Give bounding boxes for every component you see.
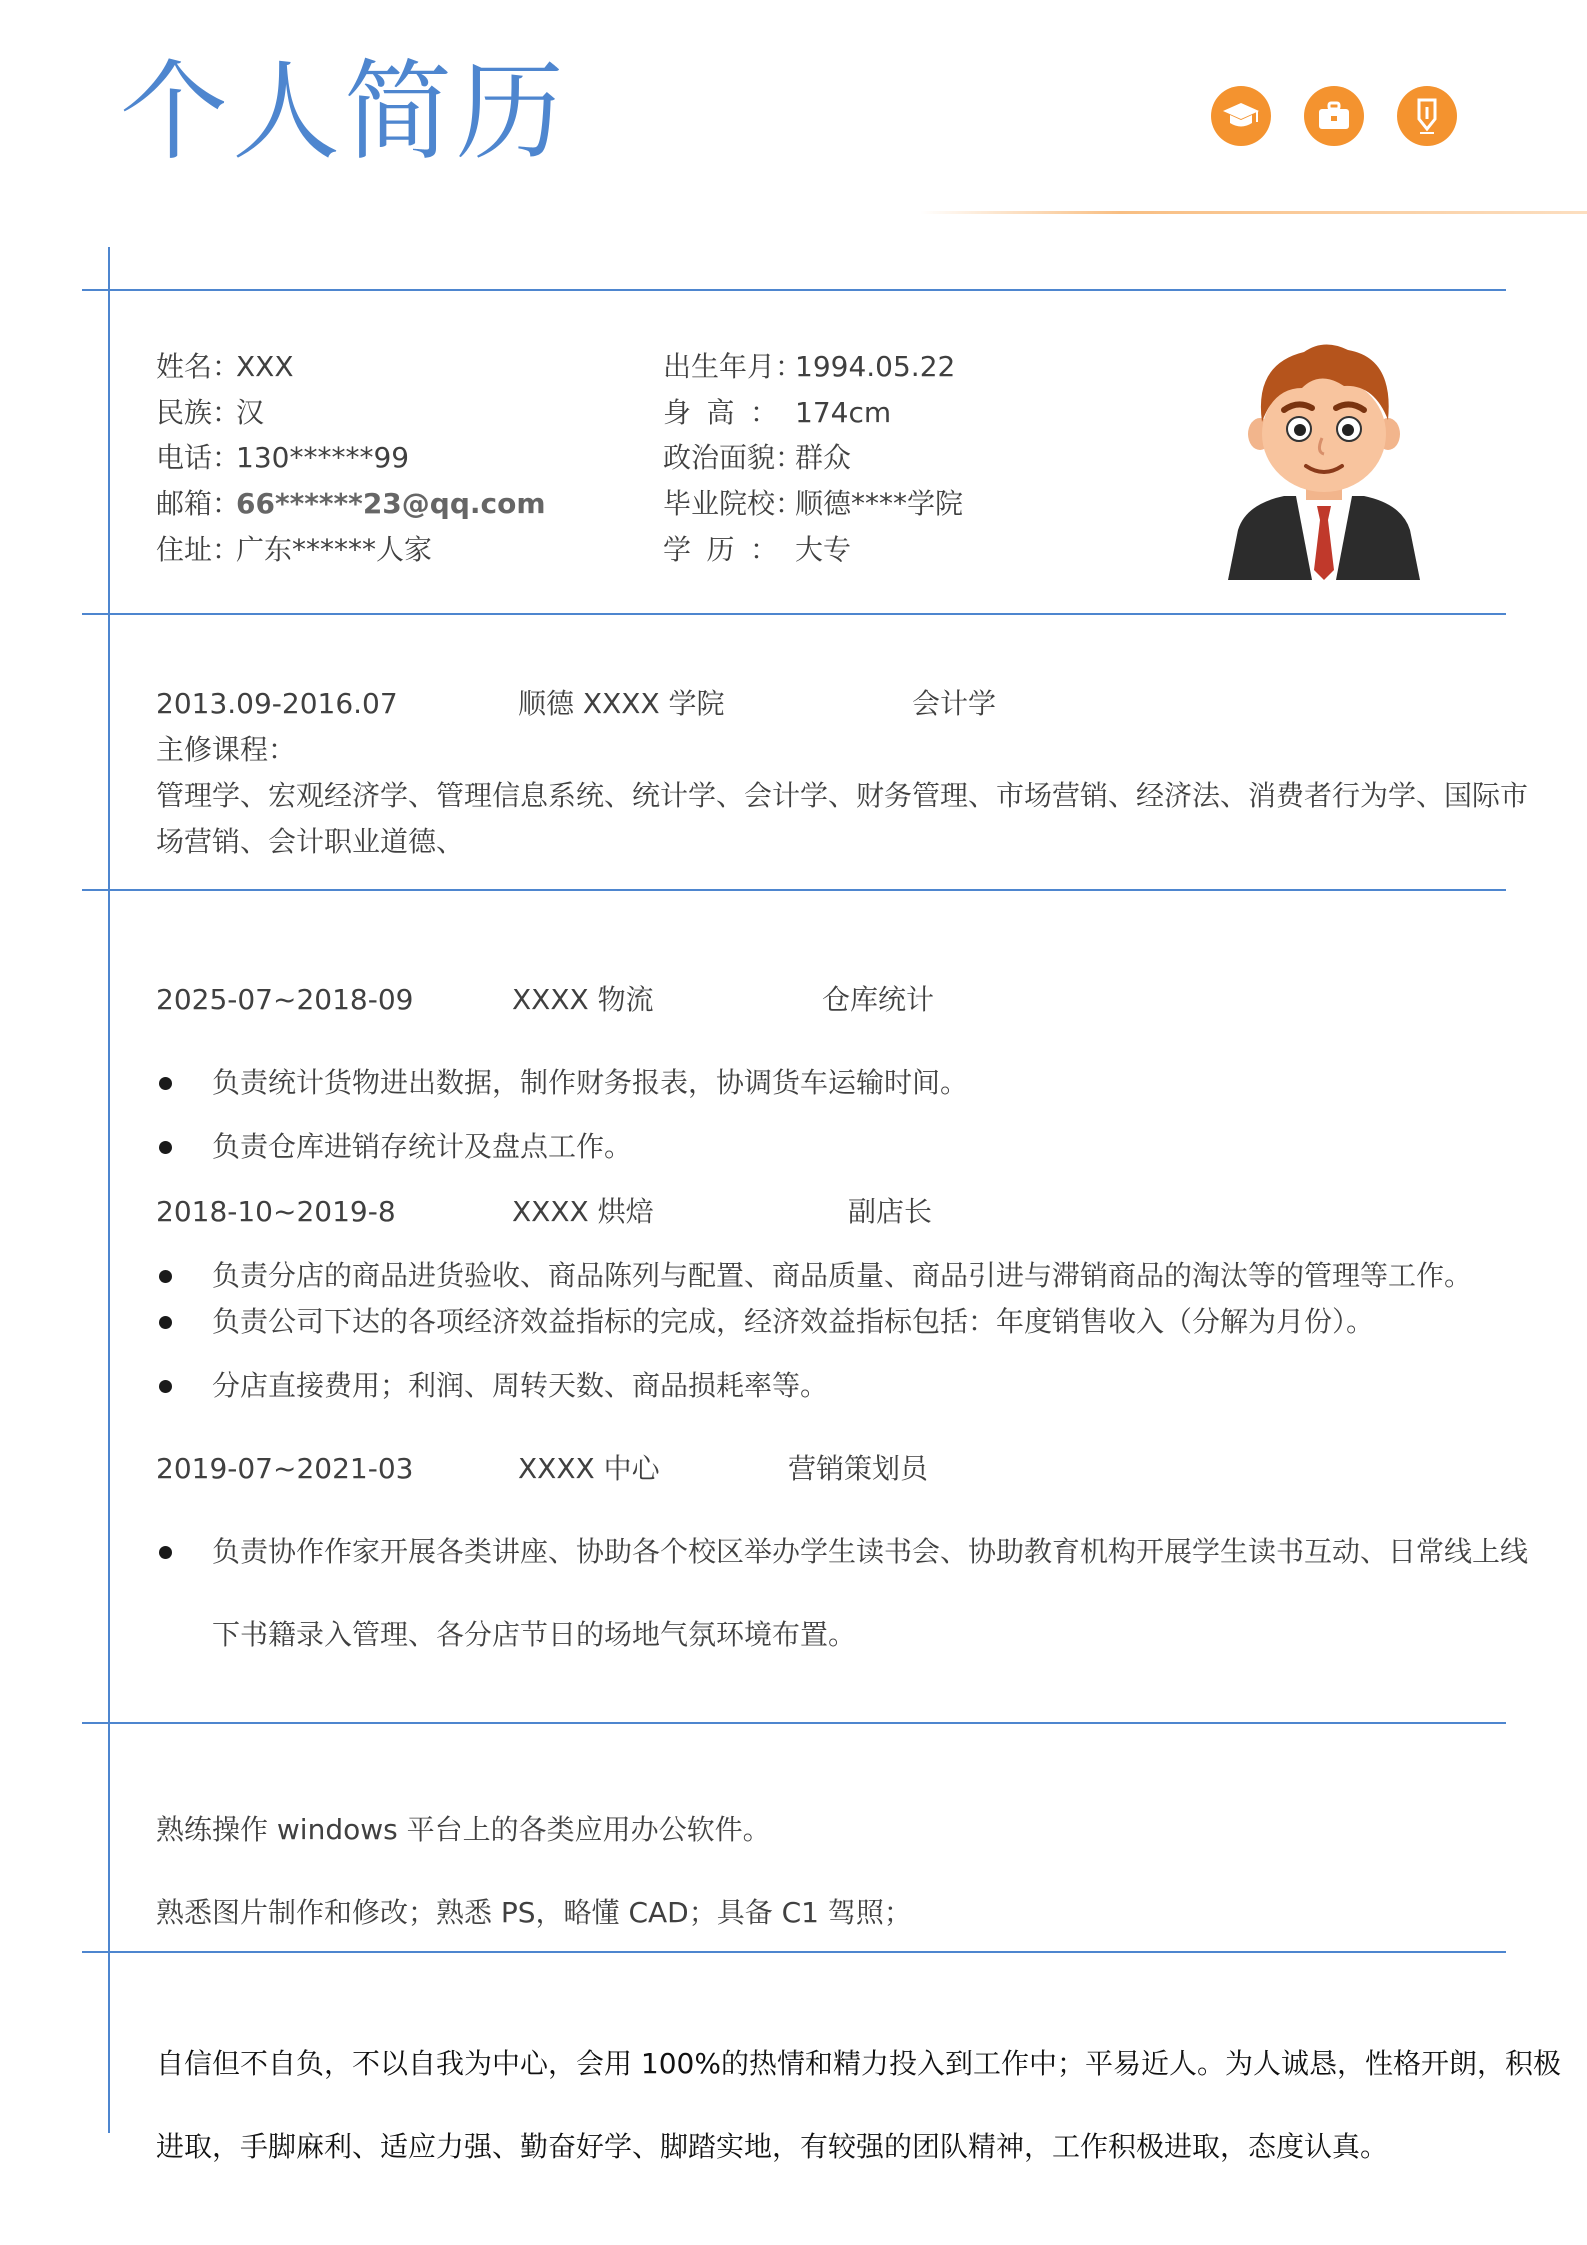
- section-divider: [82, 613, 1506, 615]
- courses-text: 场营销、会计职业道德、: [156, 825, 465, 858]
- job-period: 2025-07~2018-09: [156, 983, 414, 1016]
- timeline-vertical-line: [108, 247, 110, 2133]
- courses-text: 管理学、宏观经济学、管理信息系统、统计学、会计学、财务管理、市场营销、经济法、消费者行为学、国际市: [156, 779, 1529, 812]
- section-divider: [82, 289, 1506, 291]
- ethnic-label: 民族：: [156, 396, 241, 429]
- section-divider: [82, 1951, 1506, 1953]
- self-evaluation-text: 进取，手脚麻利、适应力强、勤奋好学、脚踏实地，有较强的团队精神，工作积极进取，态度认真。: [156, 2130, 1389, 2163]
- job-period: 2018-10~2019-8: [156, 1195, 396, 1228]
- briefcase-icon: [1304, 86, 1364, 146]
- job-duty: 负责协作作家开展各类讲座、协助各个校区举办学生读书会、协助教育机构开展学生读书互动、日常线上线: [212, 1535, 1529, 1568]
- bullet-point: [159, 1077, 172, 1090]
- skill-item: 熟悉图片制作和修改；熟悉 PS，略懂 CAD；具备 C1 驾照；: [156, 1896, 912, 1929]
- job-company: XXXX 中心: [518, 1452, 660, 1485]
- page-title: 个人简历: [120, 50, 569, 175]
- politics-label: 政治面貌：: [663, 441, 804, 474]
- height-value: 174cm: [795, 396, 892, 429]
- graduation-cap-icon: [1211, 86, 1271, 146]
- name-label: 姓名：: [156, 350, 241, 383]
- section-divider: [82, 1722, 1506, 1724]
- bullet-point: [159, 1380, 172, 1393]
- education-major: 会计学: [912, 687, 997, 720]
- job-duty: 下书籍录入管理、各分店节日的场地气氛环境布置。: [212, 1618, 857, 1651]
- section-divider: [82, 889, 1506, 891]
- address-label: 住址：: [156, 533, 241, 566]
- education-period: 2013.09-2016.07: [156, 687, 398, 720]
- bullet-point: [159, 1546, 172, 1559]
- email-label: 邮箱：: [156, 487, 241, 520]
- birth-value: 1994.05.22: [795, 350, 956, 383]
- job-duty: 负责仓库进销存统计及盘点工作。: [212, 1130, 633, 1163]
- job-company: XXXX 烘焙: [512, 1195, 654, 1228]
- avatar: [1224, 334, 1424, 580]
- degree-value: 大专: [795, 533, 852, 566]
- email-value: 66******23@qq.com: [236, 487, 546, 520]
- school-label: 毕业院校：: [663, 487, 804, 520]
- bullet-point: [159, 1316, 172, 1329]
- school-value: 顺德****学院: [795, 487, 964, 520]
- birth-label: 出生年月：: [663, 350, 804, 383]
- job-position: 营销策划员: [788, 1452, 929, 1485]
- pen-icon: [1397, 86, 1457, 146]
- header-divider: [920, 211, 1587, 214]
- job-position: 仓库统计: [822, 983, 935, 1016]
- address-value: 广东******人家: [236, 533, 433, 566]
- job-duty: 分店直接费用；利润、周转天数、商品损耗率等。: [212, 1369, 829, 1402]
- politics-value: 群众: [795, 441, 852, 474]
- job-duty: 负责统计货物进出数据，制作财务报表，协调货车运输时间。: [212, 1066, 969, 1099]
- job-duty: 负责公司下达的各项经济效益指标的完成，经济效益指标包括：年度销售收入（分解为月份）。: [212, 1305, 1375, 1338]
- bullet-point: [159, 1141, 172, 1154]
- job-period: 2019-07~2021-03: [156, 1452, 414, 1485]
- self-evaluation-text: 自信但不自负，不以自我为中心，会用 100%的热情和精力投入到工作中；平易近人。为人诚恳，性格开朗，积极: [156, 2047, 1561, 2080]
- skill-item: 熟练操作 windows 平台上的各类应用办公软件。: [156, 1813, 771, 1846]
- degree-label: 学历：: [663, 533, 778, 566]
- ethnic-value: 汉: [236, 396, 265, 429]
- height-label: 身高：: [663, 396, 778, 429]
- bullet-point: [159, 1270, 172, 1283]
- name-value: XXX: [236, 350, 294, 383]
- phone-label: 电话：: [156, 441, 241, 474]
- job-position: 副店长: [848, 1195, 933, 1228]
- job-duty: 负责分店的商品进货验收、商品陈列与配置、商品质量、商品引进与滞销商品的淘汰等的管理等工作。: [212, 1259, 1473, 1292]
- education-school: 顺德 XXXX 学院: [518, 687, 725, 720]
- phone-value: 130******99: [236, 441, 410, 474]
- courses-label: 主修课程：: [156, 733, 297, 766]
- job-company: XXXX 物流: [512, 983, 654, 1016]
